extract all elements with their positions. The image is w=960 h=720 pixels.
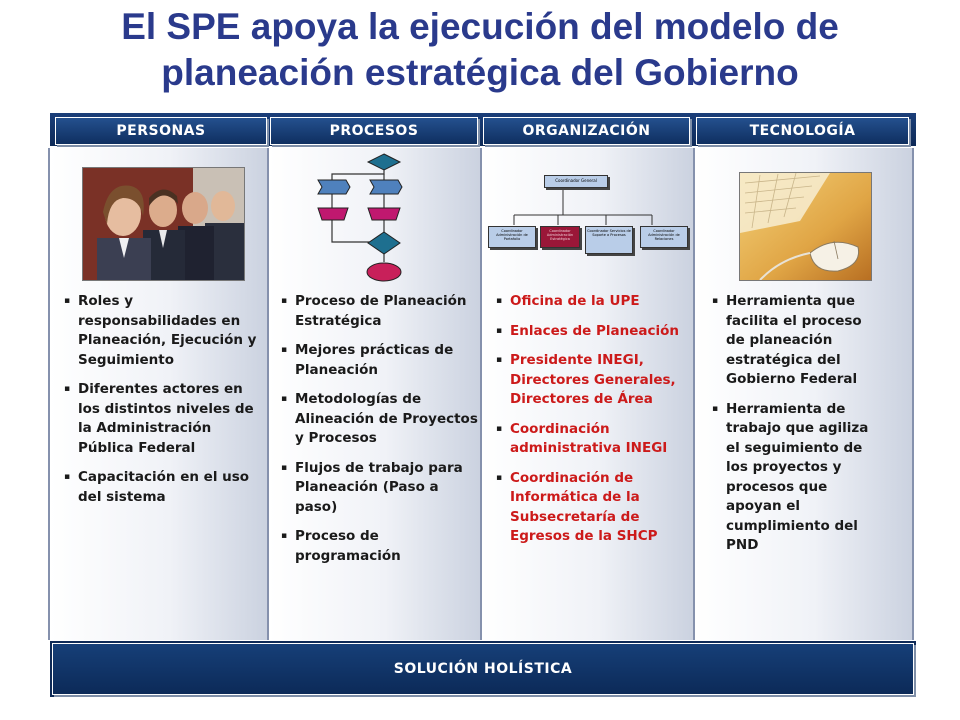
holistic-solution-banner: SOLUCIÓN HOLÍSTICA	[52, 643, 914, 695]
list-item: ▪ Capacitación en el uso del sistema	[64, 468, 260, 507]
flow-terminal-shape	[367, 263, 401, 281]
people-photo	[82, 167, 245, 281]
keyboard-mouse-illustration	[740, 173, 871, 280]
flow-step-shape	[370, 180, 402, 194]
list-item: ▪ Flujos de trabajo para Planeación (Paso a paso)	[281, 459, 480, 518]
list-item: ▪ Coordinación administrativa INEGI	[496, 420, 694, 459]
column-divider	[267, 148, 269, 640]
header-organizacion: ORGANIZACIÓN	[483, 117, 690, 145]
list-item: ▪ Roles y responsabilidades en Planeación, Ejecución y Seguimiento	[64, 292, 260, 370]
org-box-child: Coordinador Administración de Relaciones	[640, 226, 688, 248]
column-divider	[480, 148, 482, 640]
list-item: ▪ Proceso de programación	[281, 527, 480, 566]
list-item: ▪ Herramienta que facilita el proceso de planeación estratégica del Gobierno Federal	[712, 292, 880, 390]
procesos-list	[281, 292, 480, 576]
process-flowchart	[310, 152, 420, 287]
tecnologia-list	[712, 292, 880, 566]
slide-title-line-2: planeación estratégica del Gobierno	[161, 52, 799, 93]
list-item: ▪ Proceso de Planeación Estratégica	[281, 292, 480, 331]
flow-decision-shape	[368, 232, 400, 254]
header-personas: PERSONAS	[55, 117, 267, 145]
org-box-child: Coordinador Administración de Portafolio	[488, 226, 536, 248]
list-item: ▪ Coordinación de Informática de la Subsecretaría de Egresos de la SHCP	[496, 469, 694, 547]
technology-photo	[739, 172, 872, 281]
organizacion-list	[496, 292, 694, 557]
list-item: ▪ Mejores prácticas de Planeación	[281, 341, 480, 380]
flow-manual-shape	[318, 208, 348, 220]
people-photo-illustration	[83, 168, 244, 280]
personas-list	[64, 292, 260, 517]
list-item: ▪ Enlaces de Planeación	[496, 322, 694, 342]
list-item: ▪ Metodologías de Alineación de Proyectos y Procesos	[281, 390, 480, 449]
list-item: ▪ Oficina de la UPE	[496, 292, 694, 312]
slide-title	[0, 4, 960, 96]
list-item: ▪ Diferentes actores en los distintos niveles de la Administración Pública Federal	[64, 380, 260, 458]
column-divider	[912, 148, 914, 640]
flow-decision-shape	[368, 154, 400, 170]
header-procesos: PROCESOS	[270, 117, 478, 145]
column-divider	[48, 148, 50, 640]
flow-manual-shape	[368, 208, 400, 220]
org-box-child: Coordinador Servicios de Soporte a Procesos	[585, 226, 633, 254]
flow-step-shape	[318, 180, 350, 194]
org-box-child-highlight: Coordinador Administración Estratégica	[540, 226, 580, 248]
list-item: ▪ Presidente INEGI, Directores Generales, Directores de Área	[496, 351, 694, 410]
slide-title-line-1: El SPE apoya la ejecución del modelo de	[121, 6, 839, 47]
org-box-top: Coordinador General	[544, 175, 608, 188]
header-tecnologia: TECNOLOGÍA	[696, 117, 909, 145]
list-item: ▪ Herramienta de trabajo que agiliza el seguimiento de los proyectos y procesos que apoyan el cumplimiento del PND	[712, 400, 880, 556]
